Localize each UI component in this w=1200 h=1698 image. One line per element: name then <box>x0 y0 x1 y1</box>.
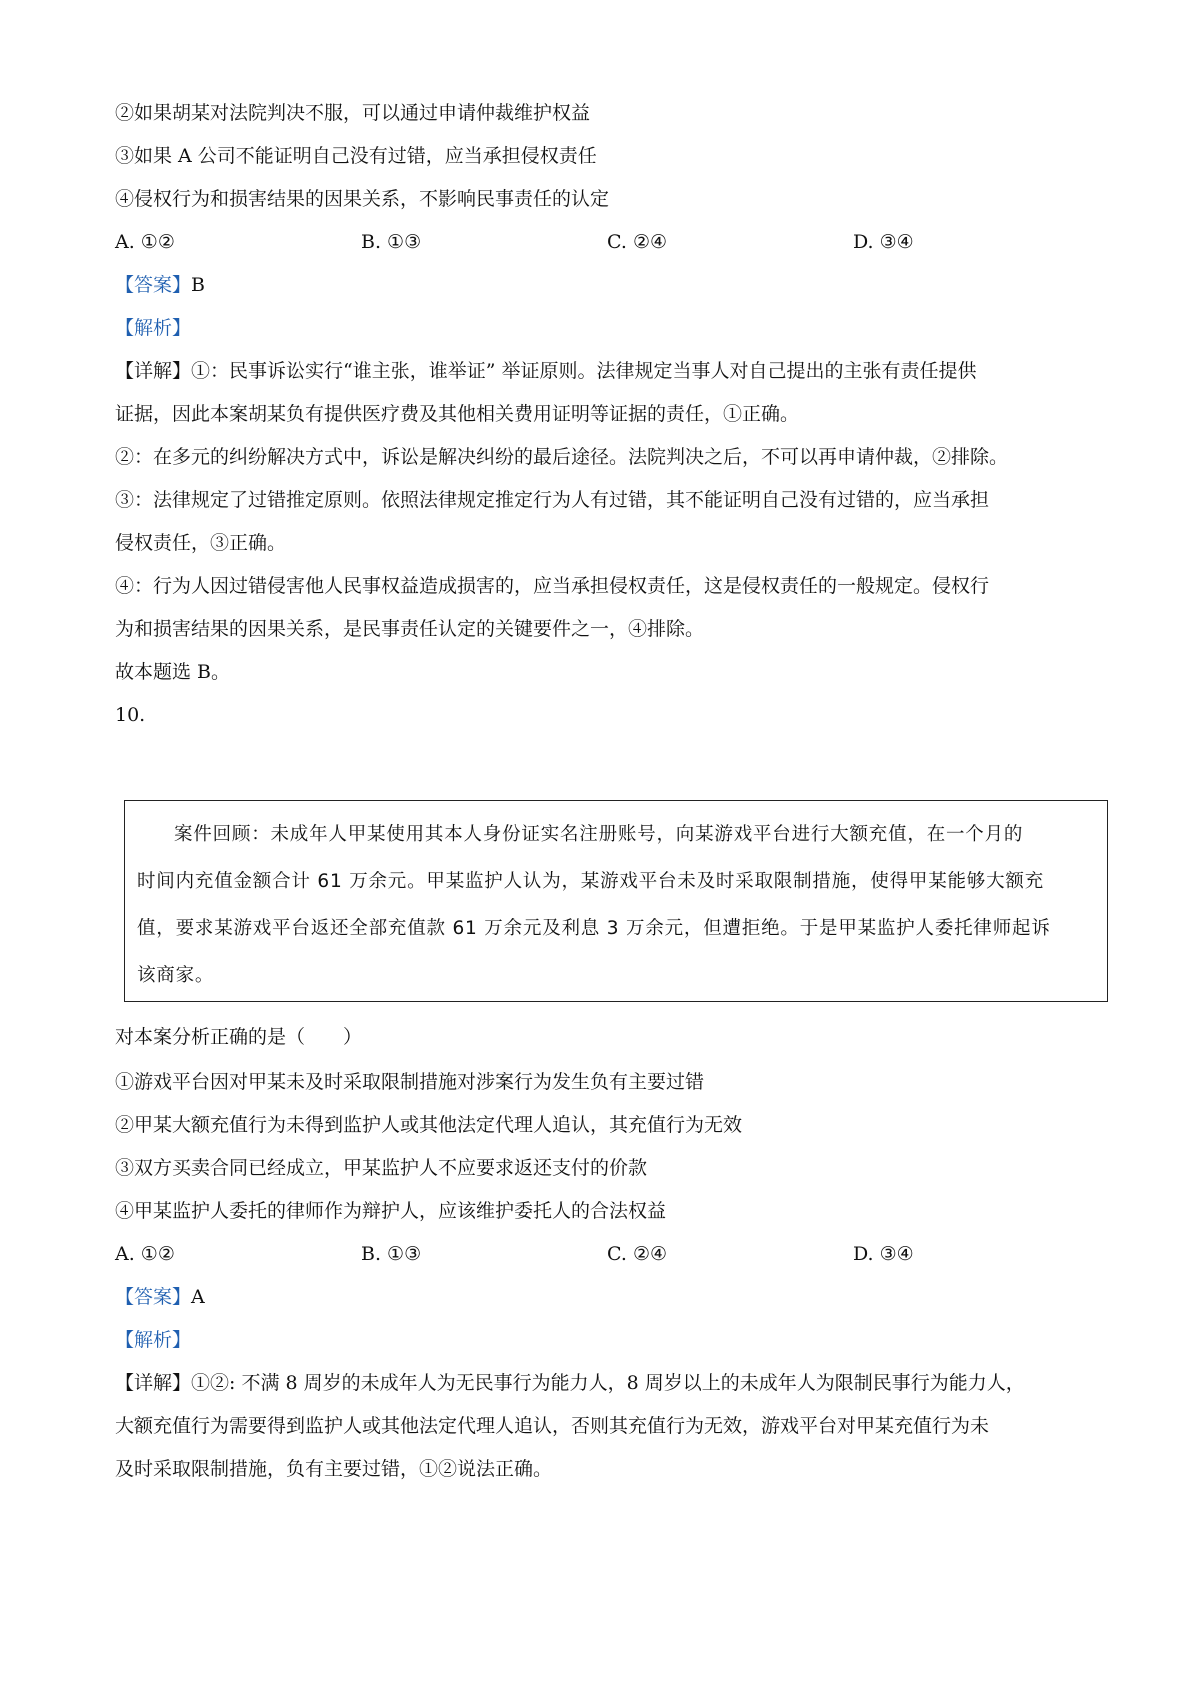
q9-statement-2: ②如果胡某对法院判决不服，可以通过申请仲裁维护权益 <box>115 102 591 124</box>
q9-detail-line-4: ③：法律规定了过错推定原则。依照法律规定推定行为人有过错，其不能证明自己没有过错的，应当承担 <box>115 489 990 511</box>
q10-case-line-3: 值，要求某游戏平台返还全部充值款 61 万余元及利息 3 万余元，但遭拒绝。于是甲某监护人委托律师起诉 <box>137 918 1051 939</box>
q10-case-box <box>124 800 1108 1002</box>
q9-conclusion: 故本题选 B。 <box>115 661 231 683</box>
q10-statement-4: ④甲某监护人委托的律师作为辩护人，应该维护委托人的合法权益 <box>115 1200 667 1222</box>
q10-detail-line-1: 【详解】①②: 不满 8 周岁的未成年人为无民事行为能力人，8 周岁以上的未成年人为限制民事行为能力人， <box>115 1372 1025 1394</box>
q9-detail-line-6: ④：行为人因过错侵害他人民事权益造成损害的，应当承担侵权责任，这是侵权责任的一般规定。侵权行 <box>115 575 990 597</box>
q10-option-c: C. ②④ <box>607 1243 668 1265</box>
q9-option-d: D. ③④ <box>853 231 914 253</box>
q10-option-b: B. ①③ <box>361 1243 422 1265</box>
q10-statement-1: ①游戏平台因对甲某未及时采取限制措施对涉案行为发生负有主要过错 <box>115 1071 705 1093</box>
q10-detail-line-2: 大额充值行为需要得到监护人或其他法定代理人追认，否则其充值行为无效，游戏平台对甲某充值行为未 <box>115 1415 990 1437</box>
q9-detail-line-1: 【详解】①：民事诉讼实行“谁主张，谁举证” 举证原则。法律规定当事人对自己提出的主张有责任提供 <box>115 360 977 382</box>
q9-detail-label: 【详解】 <box>115 360 192 382</box>
q10-detail-label: 【详解】 <box>115 1372 192 1394</box>
q9-statement-3: ③如果 A 公司不能证明自己没有过错，应当承担侵权责任 <box>115 145 597 167</box>
q9-detail-line-7: 为和损害结果的因果关系，是民事责任认定的关键要件之一，④排除。 <box>115 618 705 640</box>
q10-answer <box>115 1284 1120 1310</box>
q9-option-c: C. ②④ <box>607 231 668 253</box>
q10-analysis-label: 【解析】 <box>115 1329 192 1351</box>
q9-answer-label: 【答案】 <box>115 274 192 296</box>
q10-statement-3: ③双方买卖合同已经成立，甲某监护人不应要求返还支付的价款 <box>115 1157 648 1179</box>
q9-analysis-label: 【解析】 <box>115 317 192 339</box>
q9-detail-line-3: ②：在多元的纠纷解决方式中，诉讼是解决纠纷的最后途径。法院判决之后，不可以再申请仲裁，②排除。 <box>115 446 1009 468</box>
q9-detail-line-5: 侵权责任，③正确。 <box>115 532 287 554</box>
q9-option-b: B. ①③ <box>361 231 422 253</box>
q10-answer-value: A <box>191 1286 205 1308</box>
q9-answer-value: B <box>191 274 205 296</box>
q10-option-d: D. ③④ <box>853 1243 914 1265</box>
q9-statement-4: ④侵权行为和损害结果的因果关系，不影响民事责任的认定 <box>115 188 610 210</box>
q10-option-a: A. ①② <box>115 1243 175 1265</box>
q10-detail-line-3: 及时采取限制措施，负有主要过错，①②说法正确。 <box>115 1458 553 1480</box>
q10-question-stem: 对本案分析正确的是（ ） <box>115 1026 363 1048</box>
q10-case-line-4: 该商家。 <box>137 965 215 986</box>
q10-case-line-1: 案件回顾：未成年人甲某使用其本人身份证实名注册账号，向某游戏平台进行大额充值，在一个月的 <box>174 824 1024 845</box>
q9-answer <box>115 272 1120 298</box>
q10-answer-label: 【答案】 <box>115 1286 192 1308</box>
q10-case-line-2: 时间内充值金额合计 61 万余元。甲某监护人认为，某游戏平台未及时采取限制措施，使得甲某能够大额充 <box>137 871 1045 892</box>
q9-detail-line-2: 证据，因此本案胡某负有提供医疗费及其他相关费用证明等证据的责任，①正确。 <box>115 403 800 425</box>
q9-option-a: A. ①② <box>115 231 175 253</box>
q10-statement-2: ②甲某大额充值行为未得到监护人或其他法定代理人追认，其充值行为无效 <box>115 1114 743 1136</box>
q10-number: 10. <box>115 704 146 726</box>
